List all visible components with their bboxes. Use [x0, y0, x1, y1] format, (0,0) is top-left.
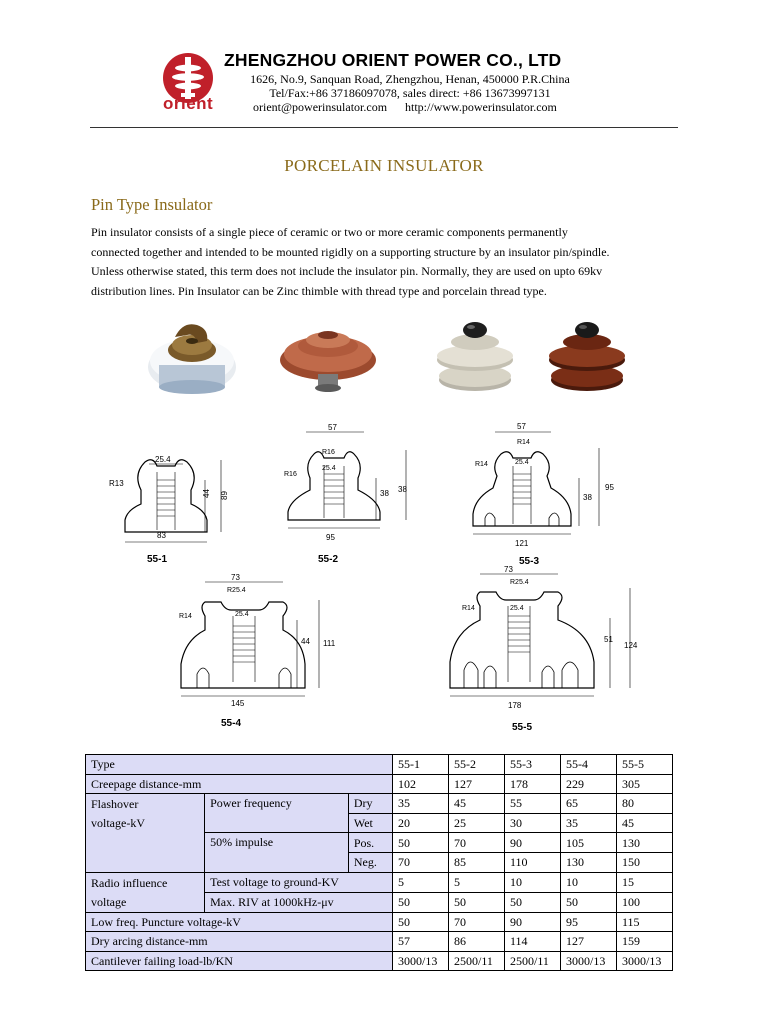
drawing-55-1: [105, 430, 255, 570]
dim-label: 44: [202, 489, 211, 498]
row-sublabel: Wet: [348, 813, 392, 833]
document-title: PORCELAIN INSULATOR: [284, 156, 484, 175]
table-row: [86, 794, 673, 814]
insulator-photo-brown-stacked: [540, 318, 635, 393]
table-cell: 35: [393, 794, 449, 814]
row-sublabel: Pos.: [348, 833, 392, 853]
dim-label: R25.4: [510, 579, 529, 586]
row-label: Dry arcing distance-mm: [86, 932, 393, 952]
dim-label: 25.4: [322, 465, 336, 472]
section-title: Pin Type Insulator: [91, 195, 213, 214]
company-website[interactable]: http://www.powerinsulator.com: [405, 100, 557, 114]
dim-label: 145: [231, 699, 245, 708]
table-cell: 55-5: [617, 755, 673, 775]
table-cell: 115: [617, 912, 673, 932]
dim-label: 73: [231, 573, 240, 582]
drawing-55-5: [440, 562, 640, 738]
table-cell: 50: [505, 892, 561, 912]
spec-table: [85, 754, 673, 971]
table-cell: 130: [617, 833, 673, 853]
table-cell: 5: [449, 872, 505, 892]
table-cell: 55: [505, 794, 561, 814]
row-sublabel: Dry: [348, 794, 392, 814]
dim-label: R14: [179, 613, 192, 620]
table-cell: 86: [449, 932, 505, 952]
table-cell: 35: [561, 813, 617, 833]
table-cell: 150: [617, 852, 673, 872]
table-cell: 55-4: [561, 755, 617, 775]
dim-label: 124: [624, 641, 638, 650]
row-sublabel: Max. RIV at 1000kHz-μv: [205, 892, 393, 912]
dim-label: 73: [504, 565, 513, 574]
dim-label: 38: [380, 489, 389, 498]
paragraph-line: Unless otherwise stated, this term does not include the insulator pin. Normally, they are used on upto 69kv: [91, 264, 603, 278]
table-row: [86, 755, 673, 775]
table-cell: 50: [449, 892, 505, 912]
dim-label: 57: [517, 422, 526, 431]
dim-label: 38: [583, 493, 592, 502]
drawing-label: 55-1: [147, 554, 168, 565]
table-cell: 229: [561, 774, 617, 794]
table-cell: 50: [393, 912, 449, 932]
table-cell: 95: [561, 912, 617, 932]
table-cell: 65: [561, 794, 617, 814]
drawing-label: 55-3: [519, 556, 540, 567]
drawing-label: 55-2: [318, 554, 339, 565]
dim-label: 25.4: [510, 605, 524, 612]
table-cell: 3000/13: [561, 951, 617, 971]
dim-label: 89: [220, 491, 229, 500]
dim-label: R16: [284, 471, 297, 478]
table-cell: 70: [449, 833, 505, 853]
table-cell: 2500/11: [505, 951, 561, 971]
table-cell: 127: [561, 932, 617, 952]
table-cell: 20: [393, 813, 449, 833]
row-label: Creepage distance-mm: [86, 774, 393, 794]
dim-label: 121: [515, 539, 529, 548]
table-row: [86, 774, 673, 794]
radio-label-2: voltage: [91, 894, 127, 909]
table-cell: 90: [505, 833, 561, 853]
insulator-photo-brown-skirt: [278, 318, 378, 398]
header-divider: [90, 127, 678, 128]
row-sublabel: Neg.: [348, 852, 392, 872]
row-label: [86, 872, 205, 912]
table-cell: 178: [505, 774, 561, 794]
radio-label: Radio influence: [91, 875, 168, 890]
table-cell: 30: [505, 813, 561, 833]
drawing-55-3: [465, 418, 625, 568]
table-cell: 3000/13: [617, 951, 673, 971]
table-cell: 70: [449, 912, 505, 932]
table-cell: 50: [393, 892, 449, 912]
table-cell: 15: [617, 872, 673, 892]
table-cell: 305: [617, 774, 673, 794]
drawing-label: 55-5: [512, 722, 533, 733]
table-cell: 100: [617, 892, 673, 912]
row-label: [86, 794, 205, 872]
table-row: [86, 951, 673, 971]
dim-label: R16: [322, 449, 335, 456]
table-cell: 85: [449, 852, 505, 872]
dim-label: R13: [109, 479, 124, 488]
insulator-photo-white-zinc: [145, 315, 240, 395]
flashover-unit-label: voltage-kV: [91, 816, 145, 831]
table-cell: 80: [617, 794, 673, 814]
table-cell: 70: [393, 852, 449, 872]
dim-label: 25.4: [235, 611, 249, 618]
table-cell: 159: [617, 932, 673, 952]
company-address: 1626, No.9, Sanquan Road, Zhengzhou, Henan, 450000 P.R.China: [250, 72, 570, 86]
drawing-55-2: [280, 420, 430, 570]
flashover-label: Flashover: [91, 797, 139, 812]
paragraph-line: Pin insulator consists of a single piece of ceramic or two or more ceramic components permanently: [91, 225, 568, 239]
dim-label: 111: [323, 639, 336, 648]
row-sublabel: Power frequency: [205, 794, 349, 833]
company-name: ZHENGZHOU ORIENT POWER CO., LTD: [224, 50, 562, 70]
table-cell: 10: [561, 872, 617, 892]
table-cell: 127: [449, 774, 505, 794]
row-label: Low freq. Puncture voltage-kV: [86, 912, 393, 932]
table-cell: 105: [561, 833, 617, 853]
dim-label: R14: [462, 605, 475, 612]
table-row: [86, 872, 673, 892]
table-cell: 10: [505, 872, 561, 892]
description-paragraph: [91, 223, 678, 301]
paragraph-line: distribution lines. Pin Insulator can be Zinc thimble with thread type and porcelain thread type.: [91, 283, 547, 298]
table-cell: 55-2: [449, 755, 505, 775]
company-tel: Tel/Fax:+86 37186097078, sales direct: +86 13673997131: [269, 86, 551, 100]
logo-text: orient: [163, 94, 214, 113]
table-cell: 55-1: [393, 755, 449, 775]
dim-label: 44: [301, 637, 310, 646]
table-cell: 2500/11: [449, 951, 505, 971]
company-email[interactable]: orient@powerinsulator.com: [253, 100, 388, 114]
dim-label: 95: [326, 533, 335, 542]
dim-label: 25.4: [515, 459, 529, 466]
insulator-photo-grey-stacked: [428, 318, 523, 393]
table-cell: 50: [393, 833, 449, 853]
dim-label: 178: [508, 701, 522, 710]
table-cell: 25: [449, 813, 505, 833]
table-cell: 130: [561, 852, 617, 872]
drawing-55-4: [175, 570, 345, 730]
table-row: [86, 912, 673, 932]
table-cell: 3000/13: [393, 951, 449, 971]
table-cell: 50: [561, 892, 617, 912]
row-sublabel: Test voltage to ground-KV: [205, 872, 393, 892]
dim-label: 57: [328, 423, 337, 432]
row-label: Type: [86, 755, 393, 775]
dim-label: R14: [517, 439, 530, 446]
dim-label: 95: [605, 483, 614, 492]
paragraph-line: connected together and intended to be mounted rigidly on a supporting structure by an insulator pin/spindle.: [91, 244, 610, 259]
row-label: Cantilever failing load-lb/KN: [86, 951, 393, 971]
table-cell: 55-3: [505, 755, 561, 775]
table-cell: 5: [393, 872, 449, 892]
table-cell: 110: [505, 852, 561, 872]
table-cell: 45: [449, 794, 505, 814]
table-cell: 45: [617, 813, 673, 833]
dim-label: 51: [604, 635, 613, 644]
table-cell: 114: [505, 932, 561, 952]
table-cell: 102: [393, 774, 449, 794]
table-cell: 90: [505, 912, 561, 932]
drawing-label: 55-4: [221, 718, 242, 729]
table-cell: 57: [393, 932, 449, 952]
dim-label: 25.4: [155, 455, 171, 464]
dim-label: 83: [157, 531, 166, 540]
dim-label: R14: [475, 461, 488, 468]
dim-label: 38: [398, 485, 407, 494]
row-sublabel: 50% impulse: [205, 833, 349, 872]
dim-label: R25.4: [227, 587, 246, 594]
table-row: [86, 932, 673, 952]
